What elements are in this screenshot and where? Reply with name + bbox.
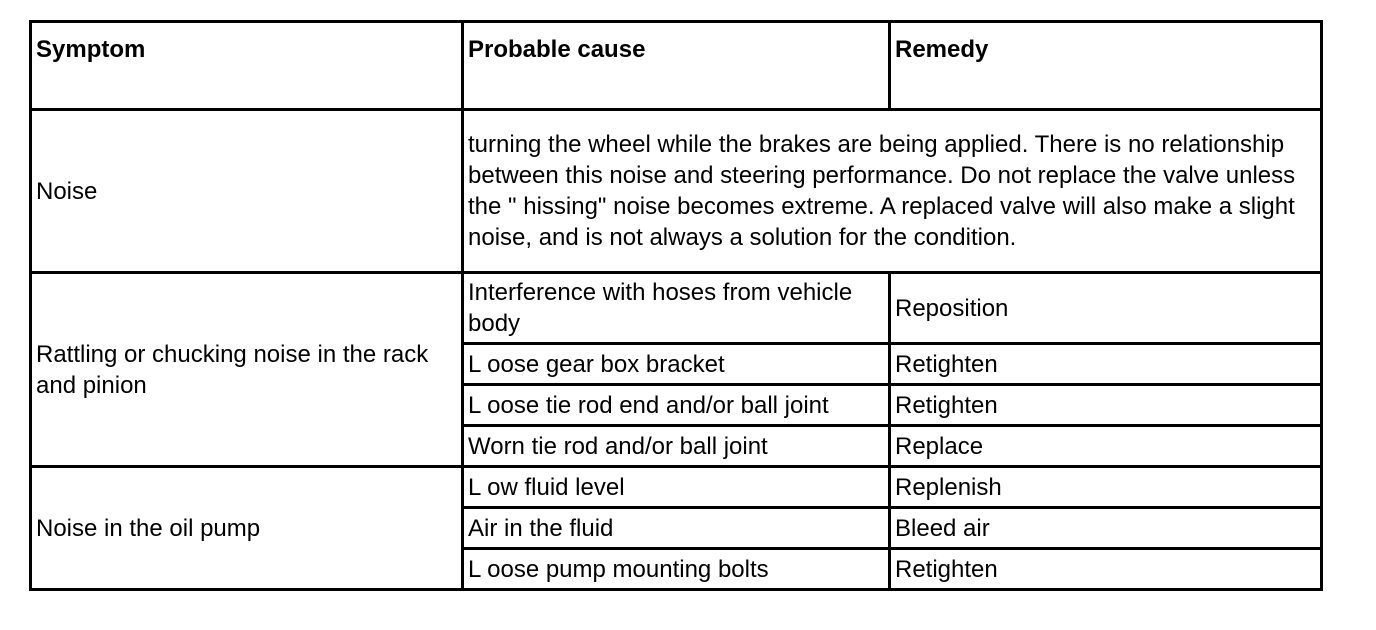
cause-cell: Worn tie rod and/or ball joint bbox=[463, 426, 890, 467]
table-header-row bbox=[31, 22, 1322, 110]
cause-cell: L oose tie rod end and/or ball joint bbox=[463, 385, 890, 426]
remedy-cell: Reposition bbox=[890, 273, 1322, 344]
remedy-cell: Replenish bbox=[890, 467, 1322, 508]
symptom-cell: Noise in the oil pump bbox=[31, 467, 463, 590]
header-symptom: Symptom bbox=[31, 22, 463, 110]
remedy-cell: Retighten bbox=[890, 549, 1322, 590]
header-probable-cause: Probable cause bbox=[463, 22, 890, 110]
table-row bbox=[31, 467, 1322, 508]
table-row bbox=[31, 273, 1322, 344]
cause-cell: L ow fluid level bbox=[463, 467, 890, 508]
cause-cell: Air in the fluid bbox=[463, 508, 890, 549]
remedy-cell: Bleed air bbox=[890, 508, 1322, 549]
cause-cell: L oose gear box bracket bbox=[463, 344, 890, 385]
symptom-cell: Noise bbox=[31, 110, 463, 273]
symptom-cell: Rattling or chucking noise in the rack and pinion bbox=[31, 273, 463, 467]
table-row bbox=[31, 110, 1322, 273]
remedy-cell: Replace bbox=[890, 426, 1322, 467]
cause-cell: L oose pump mounting bolts bbox=[463, 549, 890, 590]
troubleshooting-table bbox=[29, 20, 1323, 591]
cause-cell: Interference with hoses from vehicle body bbox=[463, 273, 890, 344]
remedy-cell: Retighten bbox=[890, 344, 1322, 385]
noise-note-cell: turning the wheel while the brakes are being applied. There is no relationship between this noise and steering performance. Do not replace the valve unless the " hissing" noise becomes extreme. A replaced valve will also make a slight noise, and is not always a solution for the condition. bbox=[463, 110, 1322, 273]
remedy-cell: Retighten bbox=[890, 385, 1322, 426]
header-remedy: Remedy bbox=[890, 22, 1322, 110]
